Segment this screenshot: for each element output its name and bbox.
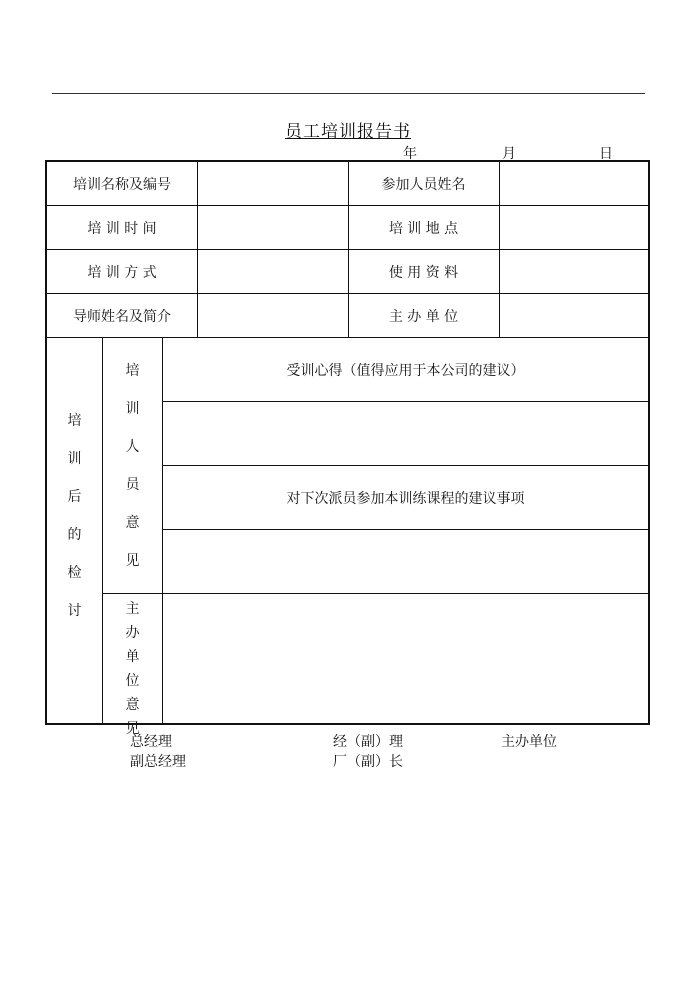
label-training-time: 培 训 时 间 [87, 220, 157, 237]
footer-general-manager: 总经理 [130, 734, 172, 750]
label-host-unit: 主 办 单 位 [388, 308, 459, 325]
host-opinion-field[interactable] [163, 594, 648, 723]
date-year: 年 [403, 146, 417, 162]
footer-factory-director: 厂（副）长 [333, 754, 403, 770]
label-training-method: 培 训 方 式 [87, 264, 157, 281]
suggestion-field[interactable] [163, 530, 648, 593]
label-participants: 参加人员姓名 [381, 176, 466, 193]
experience-field[interactable] [163, 402, 648, 465]
field-training-location[interactable] [500, 206, 648, 249]
field-training-name[interactable] [198, 162, 348, 205]
suggestion-heading: 对下次派员参加本训练课程的建议事项 [286, 490, 525, 507]
top-rule [52, 93, 645, 94]
label-materials: 使 用 资 料 [388, 264, 459, 281]
report-form [45, 160, 650, 737]
date-day: 日 [599, 146, 613, 162]
field-training-method[interactable] [198, 250, 348, 293]
host-opinion-label: 主 办 单 位 意 见 [125, 601, 140, 737]
page-title: 员工培训报告书 [285, 122, 411, 142]
date-month: 月 [502, 146, 516, 162]
field-participants[interactable] [500, 162, 648, 205]
field-training-time[interactable] [198, 206, 348, 249]
field-instructor[interactable] [198, 294, 348, 337]
label-training-name: 培训名称及编号 [73, 176, 171, 193]
footer-manager: 经（副）理 [333, 734, 403, 750]
label-instructor: 导师姓名及简介 [73, 308, 171, 325]
trainee-opinion-label: 培 训 人 员 意 见 [125, 363, 140, 569]
footer-deputy-general-manager: 副总经理 [130, 754, 186, 770]
field-materials[interactable] [500, 250, 648, 293]
footer-host-unit: 主办单位 [501, 734, 557, 750]
label-training-location: 培 训 地 点 [388, 220, 459, 237]
experience-heading: 受训心得（值得应用于本公司的建议） [286, 362, 525, 379]
field-host-unit[interactable] [500, 294, 648, 337]
review-section-label: 培 训 后 的 检 讨 [67, 413, 82, 619]
